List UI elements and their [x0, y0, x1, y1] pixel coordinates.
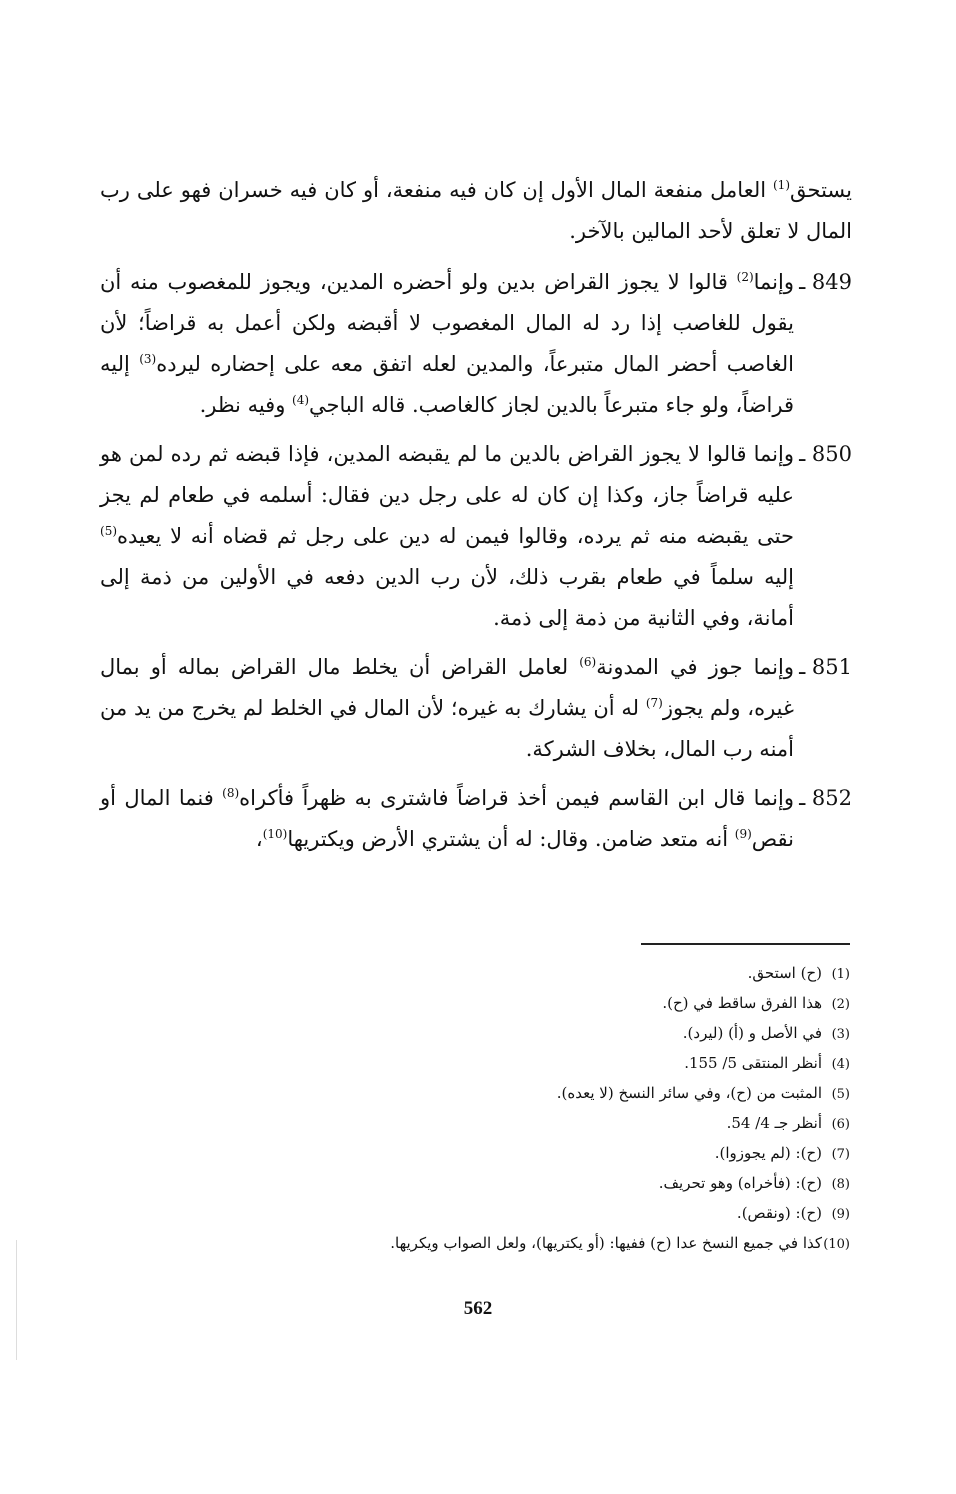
footnote-separator [641, 943, 850, 945]
entry-paragraph [100, 434, 852, 639]
entry-paragraph [100, 262, 852, 426]
footnote [100, 1018, 850, 1048]
footnote [100, 1138, 850, 1168]
footnote-number: (7) [831, 1147, 850, 1162]
entry-text-segment: قالوا لا يجوز القراض بدين ولو أحضره المدين، ويجوز للمغصوب منه أن يقول للغاصب إذا رد له المال المغصوب لا أقبضه ولكن أعمل به قراضاً؛ لأن الغاصب أحضر المال متبرعاً، والمدين لعله اتفق معه على إحضاره ليرده [100, 270, 794, 376]
entry-text [100, 434, 794, 639]
entry-text-segment: وإنما قالوا لا يجوز القراض بالدين ما لم يقبضه المدين، فإذا قبضه ثم رده لمن هو عليه قراضاً جاز، وكذا إن كان له على رجل دين فقال: أسلمه في طعام لم يجز حتى يقبضه منه ثم يرده، وقالوا فيمن له دين على رجل ثم قضاه أنه لا يعيده [100, 442, 794, 548]
footnote-number: (2) [831, 997, 850, 1012]
footnote-number: (10) [823, 1237, 850, 1252]
footnote [100, 1228, 850, 1258]
footnote-ref[interactable]: (9) [734, 827, 752, 841]
footnote-number: (1) [831, 967, 850, 982]
footnote [100, 988, 850, 1018]
footnote-number: (6) [831, 1117, 850, 1132]
footnote [100, 1168, 850, 1198]
footnote-number: (5) [831, 1087, 850, 1102]
footnote-ref[interactable]: (10) [262, 827, 288, 841]
footnote-text: هذا الفرق ساقط في (ح). [662, 994, 822, 1012]
entry-text-segment: وفيه نظر. [199, 393, 293, 417]
footnote-ref[interactable]: (7) [645, 696, 663, 710]
footnote-text: (ح): (ونقص). [736, 1204, 822, 1222]
footnote-text: أنظر المنتقى 5/ 155. [684, 1054, 822, 1072]
page-number: 562 [463, 1298, 493, 1319]
entry-text-segment: لعامل القراض أن يخلط مال القراض بماله أو بمال غيره، ولم يجوز [100, 655, 794, 720]
entry-text-segment: فنما المال أو نقص [100, 786, 794, 851]
footnote-text: كذا في جميع النسخ عدا (ح) ففيها: (أو يكتريها)، ولعل الصواب ويكريها. [390, 1234, 822, 1252]
footnote-text: (ح): (فأخراه) وهو تحريف. [658, 1174, 822, 1192]
main-text [100, 170, 852, 868]
entry-text-segment: ، [255, 827, 263, 851]
footnote-ref[interactable]: (6) [579, 655, 597, 669]
entry-text-segment: أنه متعد ضامن. وقال: له أن يشتري الأرض ويكتريها [287, 827, 735, 851]
footnote-number: (4) [831, 1057, 850, 1072]
entry-text-segment: إليه قراضاً، ولو جاء متبرعاً بالدين لجاز كالغاصب. قاله الباجي [100, 352, 794, 417]
footnote-ref[interactable]: (8) [222, 786, 240, 800]
entry-number: 852 ـ [799, 786, 852, 810]
footnote [100, 1048, 850, 1078]
intro-text: يستحق [790, 178, 852, 202]
footnote [100, 958, 850, 988]
entry-number: 850 ـ [799, 442, 852, 466]
entry-text [100, 262, 794, 426]
footnote-number: (9) [831, 1207, 850, 1222]
footnote-ref[interactable]: (4) [292, 393, 310, 407]
entry-text-segment: وإنما جوز في المدونة [596, 655, 794, 679]
intro-text: العامل منفعة المال الأول إن كان فيه منفعة، أو كان فيه خسران فهو على رب المال لا تعلق لأحد المالين بالآخر. [100, 178, 852, 243]
footnote-text: (ح) استحق. [747, 964, 822, 982]
entry-text-segment: وإنما قال ابن القاسم فيمن أخذ قراضاً فاشترى به ظهراً فأكراه [239, 786, 795, 810]
footnote [100, 1108, 850, 1138]
intro-paragraph [100, 170, 852, 252]
entry-text-segment: إليه سلماً في طعام بقرب ذلك، لأن رب الدين دفعه في الأولين من ذمة إلى أمانة، وفي الثانية من ذمة إلى ذمة. [100, 565, 794, 630]
footnote-text: في الأصل و (أ) (ليرد). [682, 1024, 822, 1042]
footnote-ref[interactable]: (5) [100, 524, 118, 538]
footnote-number: (3) [831, 1027, 850, 1042]
footnote-number: (8) [831, 1177, 850, 1192]
entry-number: 851 ـ [799, 655, 852, 679]
entry-paragraph [100, 647, 852, 770]
footnotes-list [100, 958, 850, 1258]
entry-number: 849 ـ [799, 270, 852, 294]
entries-list [100, 262, 852, 860]
footnote-ref[interactable]: (3) [139, 352, 157, 366]
entry-text-segment: له أن يشارك به غيره؛ لأن المال في الخلط لم يخرج من يد من أمنه رب المال، بخلاف الشركة. [100, 696, 794, 761]
footnote-ref[interactable]: (2) [736, 270, 754, 284]
footnote-text: أنظر جـ 4/ 54. [726, 1114, 822, 1132]
entry-paragraph [100, 778, 852, 860]
scan-edge-mark [16, 1240, 17, 1360]
footnote [100, 1198, 850, 1228]
footnote-text: المثبت من (ح)، وفي سائر النسخ (لا يعده). [556, 1084, 822, 1102]
footnote [100, 1078, 850, 1108]
footnote-ref[interactable]: (1) [772, 178, 790, 192]
entry-text-segment: وإنما [753, 270, 794, 294]
footnote-text: (ح): (لم يجوزوا). [714, 1144, 822, 1162]
entry-text [100, 647, 794, 770]
entry-text [100, 778, 794, 860]
